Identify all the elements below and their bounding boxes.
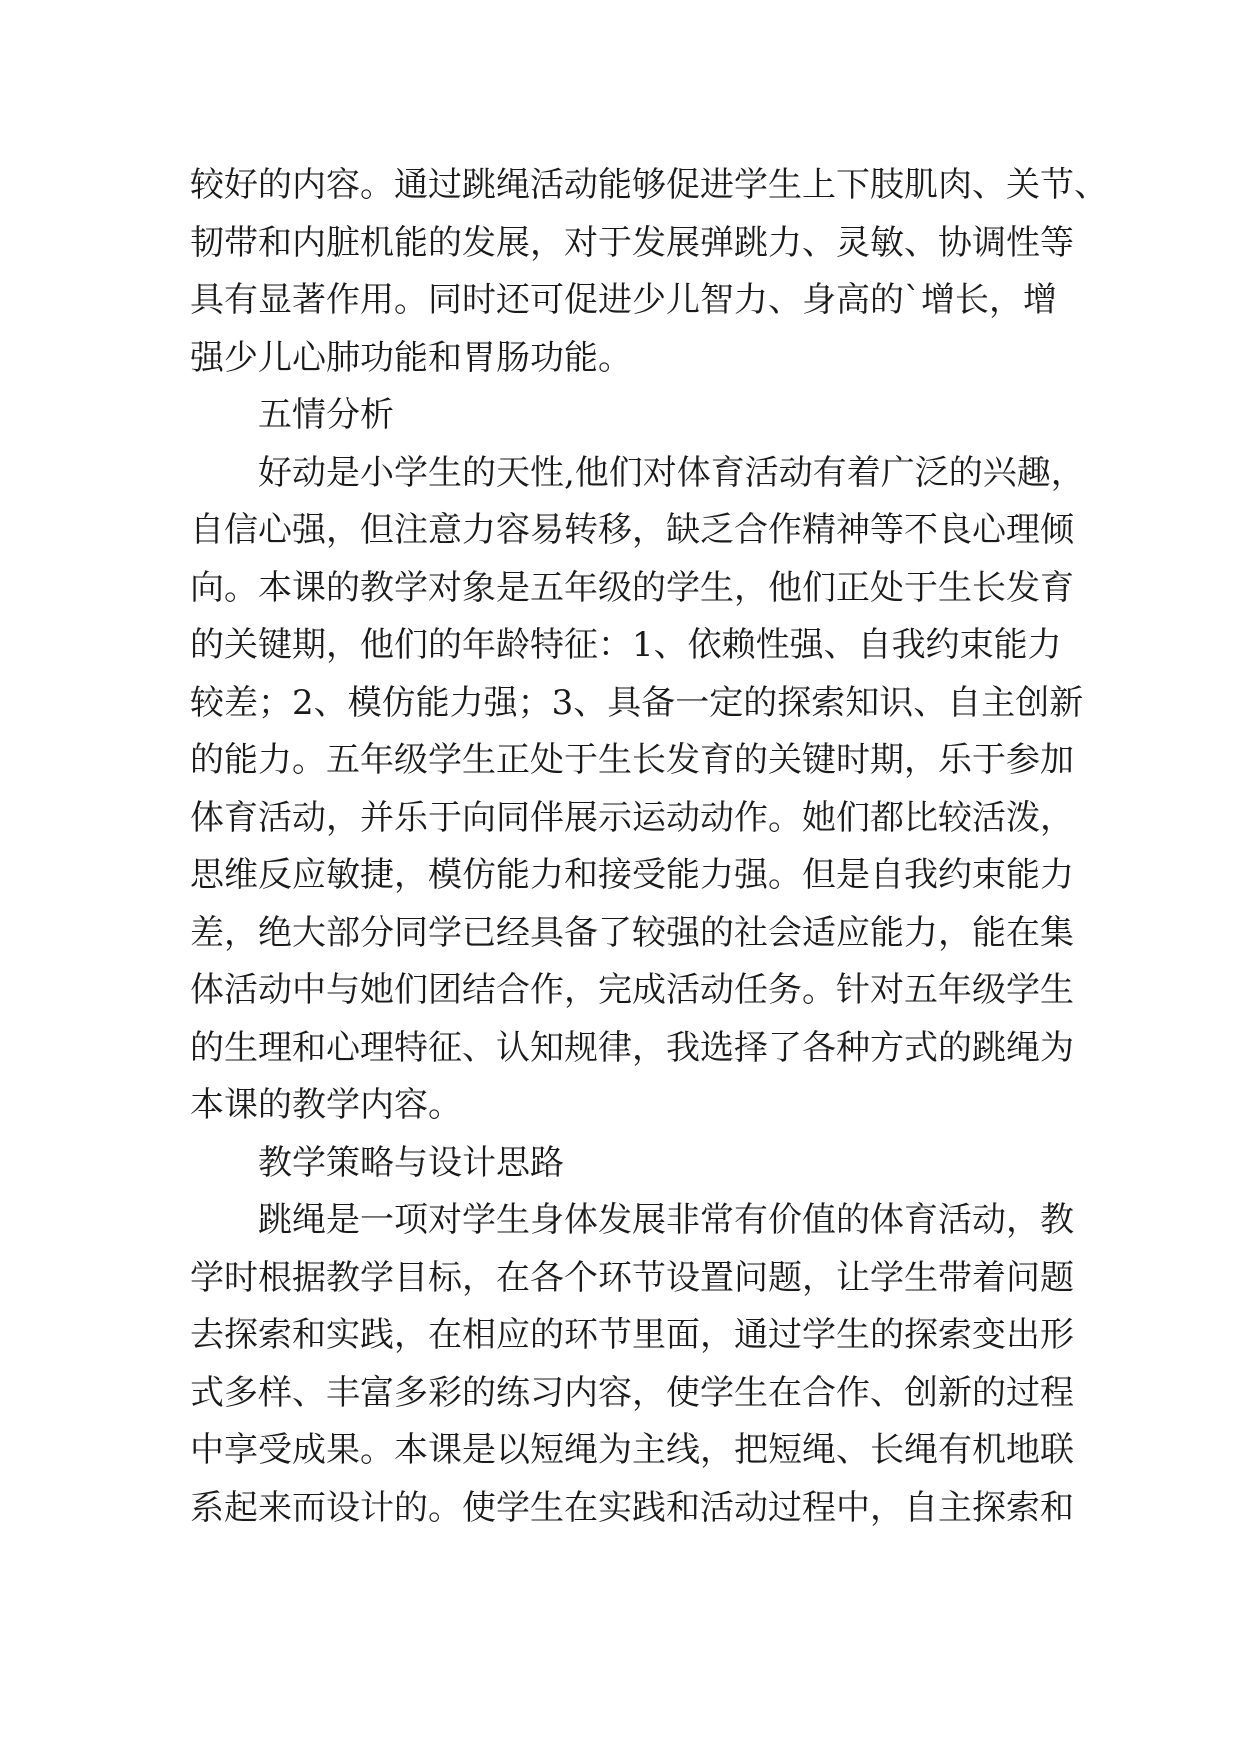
paragraph-line: 跳绳是一项对学生身体发展非常有价值的体育活动，教 xyxy=(258,1200,1074,1240)
paragraph-line: 自信心强，但注意力容易转移，缺乏合作精神等不良心理倾 xyxy=(190,510,1074,550)
paragraph-line: 差，绝大部分同学已经具备了较强的社会适应能力，能在集 xyxy=(190,912,1074,953)
paragraph-line: 韧带和内脏机能的发展，对于发展弹跳力、灵敏、协调性等 xyxy=(190,222,1074,263)
paragraph-line: 较好的内容。通过跳绳活动能够促进学生上下肢肌肉、关节、 xyxy=(190,165,1108,205)
section-heading: 五情分析 xyxy=(258,395,394,435)
paragraph-line: 的关键期，他们的年龄特征：1、依赖性强、自我约束能力 xyxy=(190,625,1062,665)
paragraph-line: 式多样、丰富多彩的练习内容，使学生在合作、创新的过程 xyxy=(190,1372,1074,1413)
paragraph-line: 思维反应敏捷，模仿能力和接受能力强。但是自我约束能力 xyxy=(190,855,1074,895)
paragraph-line: 强少儿心肺功能和胃肠功能。 xyxy=(190,337,632,378)
paragraph-line: 本课的教学内容。 xyxy=(190,1085,462,1125)
paragraph-line: 去探索和实践，在相应的环节里面，通过学生的探索变出形 xyxy=(190,1315,1074,1355)
paragraph-line: 学时根据教学目标，在各个环节设置问题，让学生带着问题 xyxy=(190,1257,1074,1298)
paragraph-line: 系起来而设计的。使学生在实践和活动过程中，自主探索和 xyxy=(190,1487,1074,1528)
document-body xyxy=(190,157,1108,1537)
paragraph-line: 体活动中与她们团结合作，完成活动任务。针对五年级学生 xyxy=(190,970,1074,1010)
paragraph-line: 的生理和心理特征、认知规律，我选择了各种方式的跳绳为 xyxy=(190,1027,1074,1068)
paragraph-line: 的能力。五年级学生正处于生长发育的关键时期，乐于参加 xyxy=(190,740,1074,780)
paragraph-line: 具有显著作用。同时还可促进少儿智力、身高的`增长，增 xyxy=(190,280,1057,320)
paragraph-line: 好动是小学生的天性,他们对体育活动有着广泛的兴趣， xyxy=(258,452,1085,493)
paragraph-line: 中享受成果。本课是以短绳为主线，把短绳、长绳有机地联 xyxy=(190,1430,1074,1470)
paragraph-line: 向。本课的教学对象是五年级的学生，他们正处于生长发育 xyxy=(190,567,1074,608)
paragraph-line: 较差；2、模仿能力强；3、具备一定的探索知识、自主创新 xyxy=(190,682,1084,723)
section-heading: 教学策略与设计思路 xyxy=(258,1142,564,1183)
paragraph-line: 体育活动，并乐于向同伴展示运动动作。她们都比较活泼， xyxy=(190,797,1074,838)
